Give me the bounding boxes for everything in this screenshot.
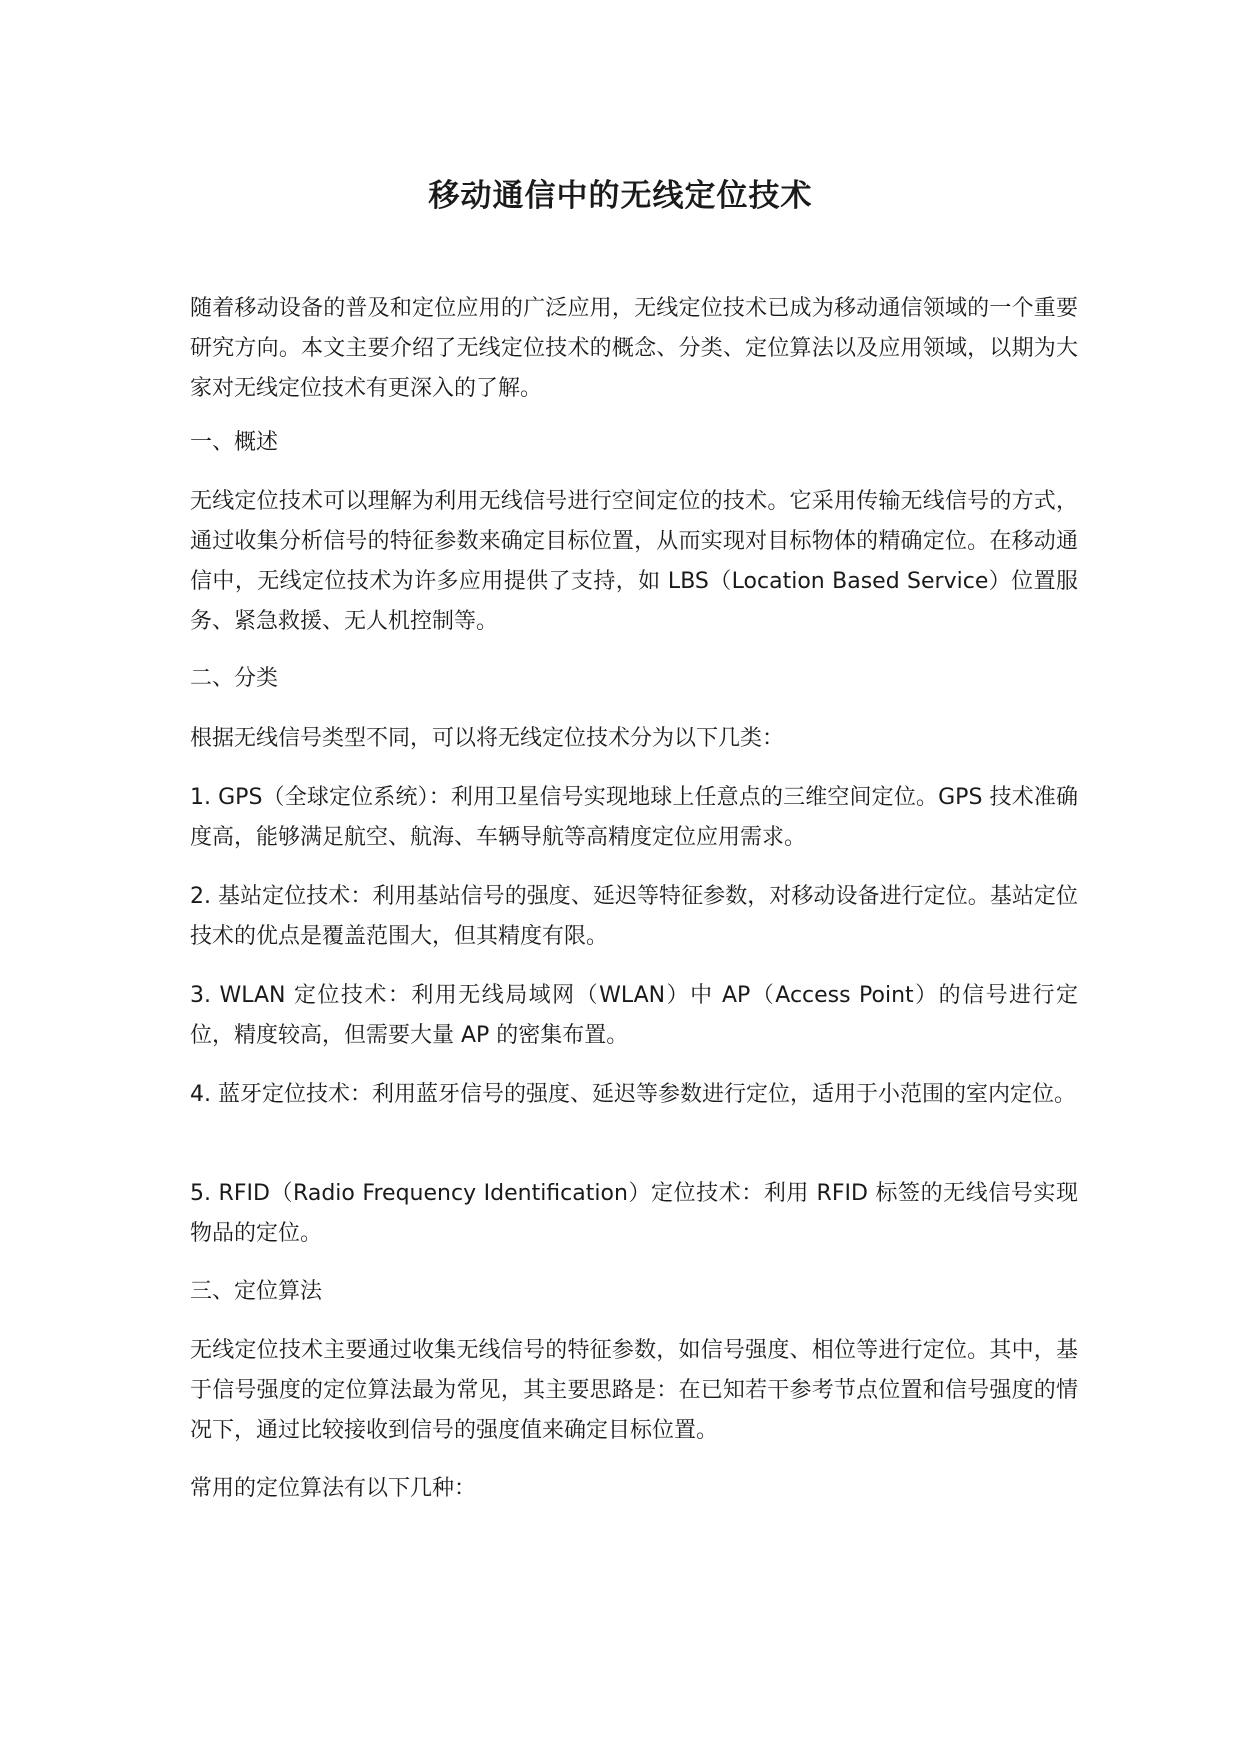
list-item-rfid: 5. RFID（Radio Frequency Identification）定位技术：利用 RFID 标签的无线信号实现物品的定位。 xyxy=(190,1181,1078,1246)
list-item-bluetooth: 4. 蓝牙定位技术：利用蓝牙信号的强度、延迟等参数进行定位，适用于小范围的室内定位。 xyxy=(190,1082,1076,1107)
list-item-wlan: 3. WLAN 定位技术：利用无线局域网（WLAN）中 AP（Access Point）的信号进行定位，精度较高，但需要大量 AP 的密集布置。 xyxy=(190,983,1078,1048)
page-title: 移动通信中的无线定位技术 xyxy=(428,178,813,214)
overview-paragraph: 无线定位技术可以理解为利用无线信号进行空间定位的技术。它采用传输无线信号的方式，通过收集分析信号的特征参数来确定目标位置，从而实现对目标物体的精确定位。在移动通信中，无线定位技术为许多应用提供了支持，如 LBS（Location Based Service）位置服务、紧急救援、无人机控制等。 xyxy=(190,489,1078,634)
section-heading-overview: 一、概述 xyxy=(190,430,279,455)
intro-paragraph: 随着移动设备的普及和定位应用的广泛应用，无线定位技术已成为移动通信领域的一个重要研究方向。本文主要介绍了无线定位技术的概念、分类、定位算法以及应用领域，以期为大家对无线定位技术有更深入的了解。 xyxy=(190,296,1078,401)
list-item-gps: 1. GPS（全球定位系统）：利用卫星信号实现地球上任意点的三维空间定位。GPS 技术准确度高，能够满足航空、航海、车辆导航等高精度定位应用需求。 xyxy=(190,785,1078,850)
section-heading-classification: 二、分类 xyxy=(190,666,279,691)
algorithms-list-intro: 常用的定位算法有以下几种： xyxy=(190,1476,477,1501)
classification-intro: 根据无线信号类型不同，可以将无线定位技术分为以下几类： xyxy=(190,726,785,751)
list-item-base-station: 2. 基站定位技术：利用基站信号的强度、延迟等特征参数，对移动设备进行定位。基站定位技术的优点是覆盖范围大，但其精度有限。 xyxy=(190,884,1078,949)
algorithms-paragraph: 无线定位技术主要通过收集无线信号的特征参数，如信号强度、相位等进行定位。其中，基于信号强度的定位算法最为常见，其主要思路是：在已知若干参考节点位置和信号强度的情况下，通过比较接收到信号的强度值来确定目标位置。 xyxy=(190,1338,1078,1443)
section-heading-algorithms: 三、定位算法 xyxy=(190,1279,323,1304)
